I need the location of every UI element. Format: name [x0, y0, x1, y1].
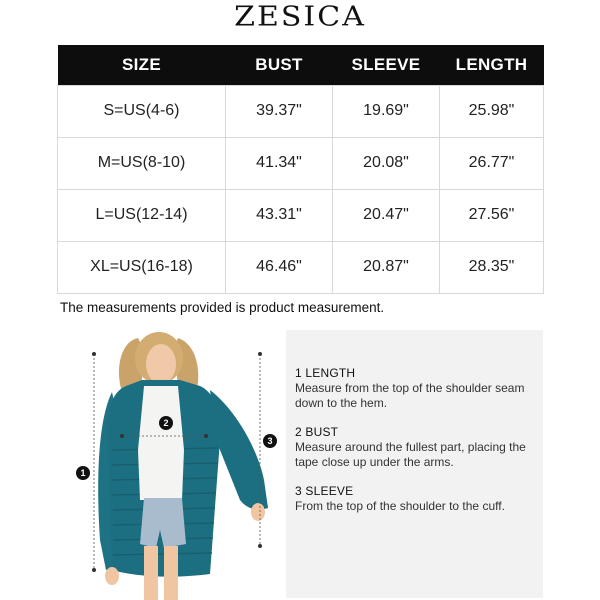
- brand-logo: ZESICA: [234, 1, 366, 33]
- cell-bust: 39.37": [226, 85, 333, 137]
- marker-bust: 2: [159, 416, 173, 430]
- cell-size: S=US(4-6): [58, 85, 226, 137]
- measurement-guide-panel: [286, 330, 543, 598]
- cell-sleeve: 20.47": [333, 189, 440, 241]
- table-row: [58, 189, 544, 241]
- cell-bust: 46.46": [226, 241, 333, 293]
- table-row: [58, 137, 544, 189]
- guide-item-length: [295, 366, 535, 411]
- guide-title: 3 SLEEVE: [295, 484, 354, 498]
- guide-item-sleeve: [295, 484, 535, 514]
- cell-size: L=US(12-14): [58, 189, 226, 241]
- header-bust: BUST: [226, 45, 333, 85]
- guide-item-bust: [295, 425, 535, 470]
- product-photo: [60, 330, 280, 600]
- cell-size: XL=US(16-18): [58, 241, 226, 293]
- cell-size: M=US(8-10): [58, 137, 226, 189]
- measurement-note: The measurements provided is product measurement.: [60, 300, 385, 315]
- header-sleeve: SLEEVE: [333, 45, 440, 85]
- header-size: SIZE: [58, 45, 226, 85]
- table-row: [58, 241, 544, 293]
- cell-length: 27.56": [440, 189, 544, 241]
- cell-length: 28.35": [440, 241, 544, 293]
- size-chart-table: [57, 45, 544, 294]
- cell-sleeve: 20.08": [333, 137, 440, 189]
- header-length: LENGTH: [440, 45, 544, 85]
- table-header-row: [58, 45, 544, 85]
- cell-length: 25.98": [440, 85, 544, 137]
- guide-desc: From the top of the shoulder to the cuff.: [295, 499, 505, 513]
- cell-sleeve: 20.87": [333, 241, 440, 293]
- cell-length: 26.77": [440, 137, 544, 189]
- table-row: [58, 85, 544, 137]
- marker-sleeve: 3: [263, 434, 277, 448]
- marker-length: 1: [76, 466, 90, 480]
- guide-desc: Measure around the fullest part, placing the tape close up under the arms.: [295, 440, 526, 469]
- model-illustration: [60, 330, 280, 600]
- guide-title: 1 LENGTH: [295, 366, 356, 380]
- guide-desc: Measure from the top of the shoulder seam down to the hem.: [295, 381, 525, 410]
- guide-title: 2 BUST: [295, 425, 339, 439]
- cell-sleeve: 19.69": [333, 85, 440, 137]
- cell-bust: 41.34": [226, 137, 333, 189]
- cell-bust: 43.31": [226, 189, 333, 241]
